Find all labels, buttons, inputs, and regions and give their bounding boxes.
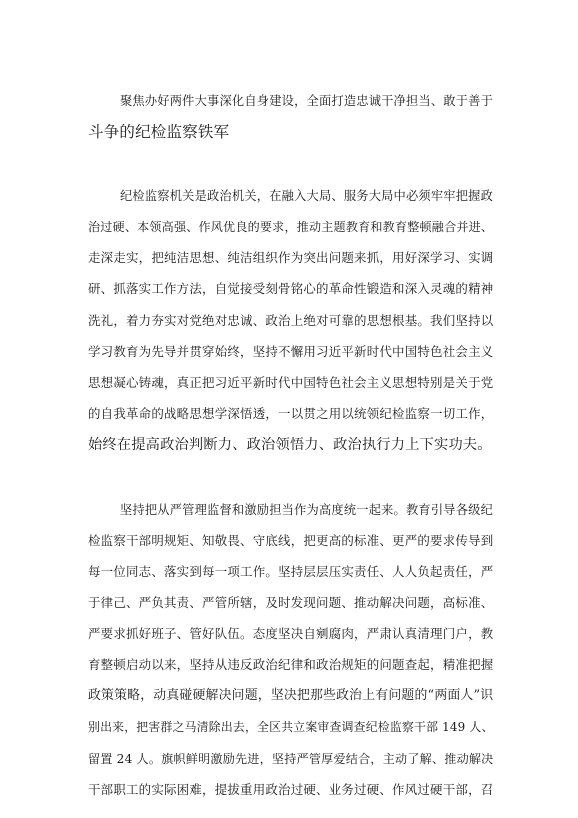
paragraph-1-line-5: 洗礼，着力夯实对党绝对忠诚、政治上绝对可靠的思想根基。我们坚持以 (88, 313, 494, 328)
paragraph-1-line-3: 走深走实，把纯洁思想、纯洁组织作为突出问题来抓，用好深学习、实调 (88, 250, 494, 265)
paragraph-2-line-1: 坚持把从严管理监督和激励担当作为高度统一起来。教育引导各级纪 (120, 503, 494, 517)
title-line-1: 聚焦办好两件大事深化自身建设，全面打造忠诚干净担当、敢于善于 (120, 94, 494, 108)
paragraph-1-line-8: 的自我革命的战略思想学深悟透，一以贯之用以统领纪检监察一切工作， (88, 406, 494, 421)
paragraph-2-line-9: 留置 24 人。旗帜鲜明激励先进，坚持严管厚爱结合，主动了解、推动解决 (88, 752, 494, 766)
paragraph-1-line-2: 治过硬、本领高强、作风优良的要求，推动主题教育和教育整顿融合并进、 (88, 220, 494, 234)
paragraph-1-line-9: 始终在提高政治判断力、政治领悟力、政治执行力上下实功夫。 (88, 437, 492, 453)
paragraph-2-line-8: 别出来，把害群之马清除出去，全区共立案审查调查纪检监察干部 149 人、 (88, 720, 494, 734)
paragraph-1-line-7: 思想凝心铸魂，真正把习近平新时代中国特色社会主义思想特别是关于党 (88, 375, 494, 390)
paragraph-2-line-10: 干部职工的实际困难，提拔重用政治过硬、业务过硬、作风过硬干部，召 (88, 782, 494, 797)
paragraph-2-line-2: 检监察干部明规矩、知敬畏、守底线，把更高的标准、更严的要求传导到 (88, 533, 494, 548)
paragraph-2-line-3: 每一位同志、落实到每一项工作。坚持层层压实责任、人人负起责任，严 (88, 564, 494, 579)
paragraph-1-line-1: 纪检监察机关是政治机关，在融入大局、服务大局中必须牢牢把握政 (120, 189, 494, 203)
paragraph-1-line-6: 学习教育为先导并贯穿始终，坚持不懈用习近平新时代中国特色社会主义 (88, 344, 494, 359)
paragraph-2-line-5: 严要求抓好班子、管好队伍。态度坚决自剜腐肉，严肃认真清理门户，教 (88, 626, 494, 641)
paragraph-2-line-7: 政策策略，动真碰硬解决问题，坚决把那些政治上有问题的“两面人”识 (88, 688, 494, 703)
paragraph-1-line-4: 研、抓落实工作方法，自觉接受刻骨铭心的革命性锻造和深入灵魂的精神 (88, 281, 494, 296)
paragraph-2-line-4: 于律己、严负其责、严管所辖，及时发现问题、推动解决问题，高标准、 (88, 595, 494, 610)
title-line-2: 斗争的纪检监察铁军 (88, 123, 230, 141)
paragraph-2-line-6: 育整顿启动以来，坚持从违反政治纪律和政治规矩的问题查起，精准把握 (88, 657, 494, 672)
